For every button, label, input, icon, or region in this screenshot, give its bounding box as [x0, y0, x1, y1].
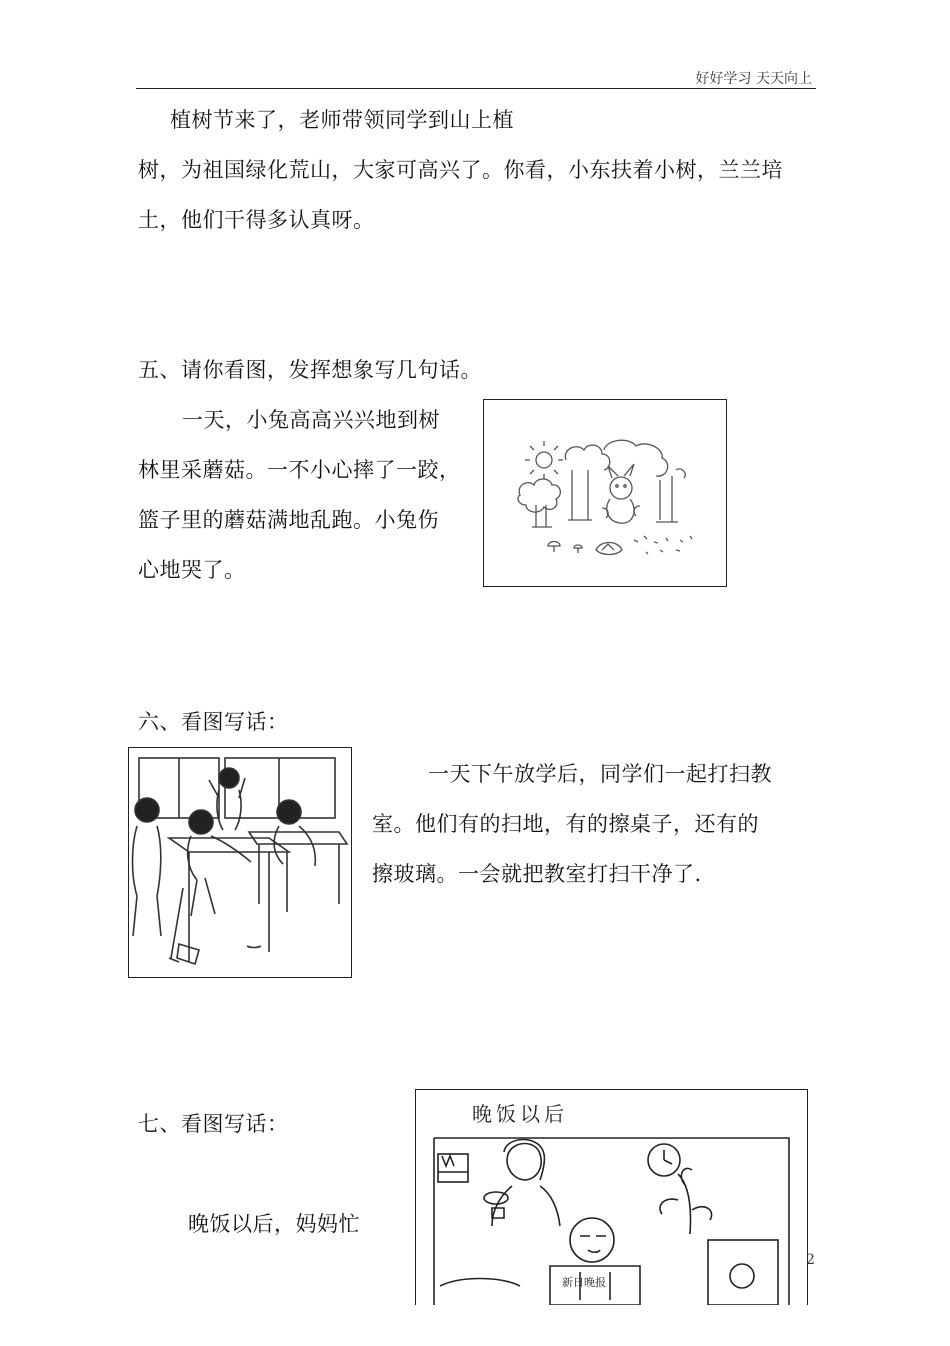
- rabbit-forest-drawing: [484, 400, 726, 586]
- s4-line-1: 植树节来了，老师带领同学到山上植: [170, 108, 514, 132]
- after-dinner-illustration: [415, 1089, 808, 1305]
- s4-line-3: 土，他们干得多认真呀。: [138, 208, 375, 232]
- after-dinner-drawing: [416, 1090, 807, 1305]
- newspaper-label: 新日晚报: [562, 1276, 606, 1289]
- s7-line-1: 晚饭以后，妈妈忙: [188, 1212, 360, 1236]
- s6-line-1: 一天下午放学后，同学们一起打扫教: [428, 762, 772, 786]
- header-rule: [136, 88, 816, 89]
- s5-line-4: 心地哭了。: [138, 558, 246, 582]
- s4-line-2: 树，为祖国绿化荒山，大家可高兴了。你看，小东扶着小树，兰兰培: [138, 158, 783, 182]
- s5-line-3: 篮子里的蘑菇满地乱跑。小兔伤: [138, 508, 439, 532]
- s7-heading: 七、看图写话：: [138, 1112, 289, 1136]
- after-dinner-image-title: 晚饭以后: [472, 1102, 568, 1126]
- classroom-cleaning-drawing: [129, 748, 351, 977]
- s6-line-2: 室。他们有的扫地，有的擦桌子，还有的: [372, 812, 759, 836]
- s5-heading: 五、请你看图，发挥想象写几句话。: [138, 358, 482, 382]
- s6-heading: 六、看图写话：: [138, 710, 289, 734]
- s5-line-2: 林里采蘑菇。一不小心摔了一跤，: [138, 458, 461, 482]
- classroom-cleaning-illustration: [128, 747, 352, 978]
- page-number: 2: [806, 1252, 815, 1268]
- s5-line-1: 一天，小兔高高兴兴地到树: [182, 408, 440, 432]
- header-motto: 好好学习 天天向上: [695, 71, 812, 87]
- s6-line-3: 擦玻璃。一会就把教室打扫干净了.: [372, 862, 702, 886]
- rabbit-forest-illustration: [483, 399, 727, 587]
